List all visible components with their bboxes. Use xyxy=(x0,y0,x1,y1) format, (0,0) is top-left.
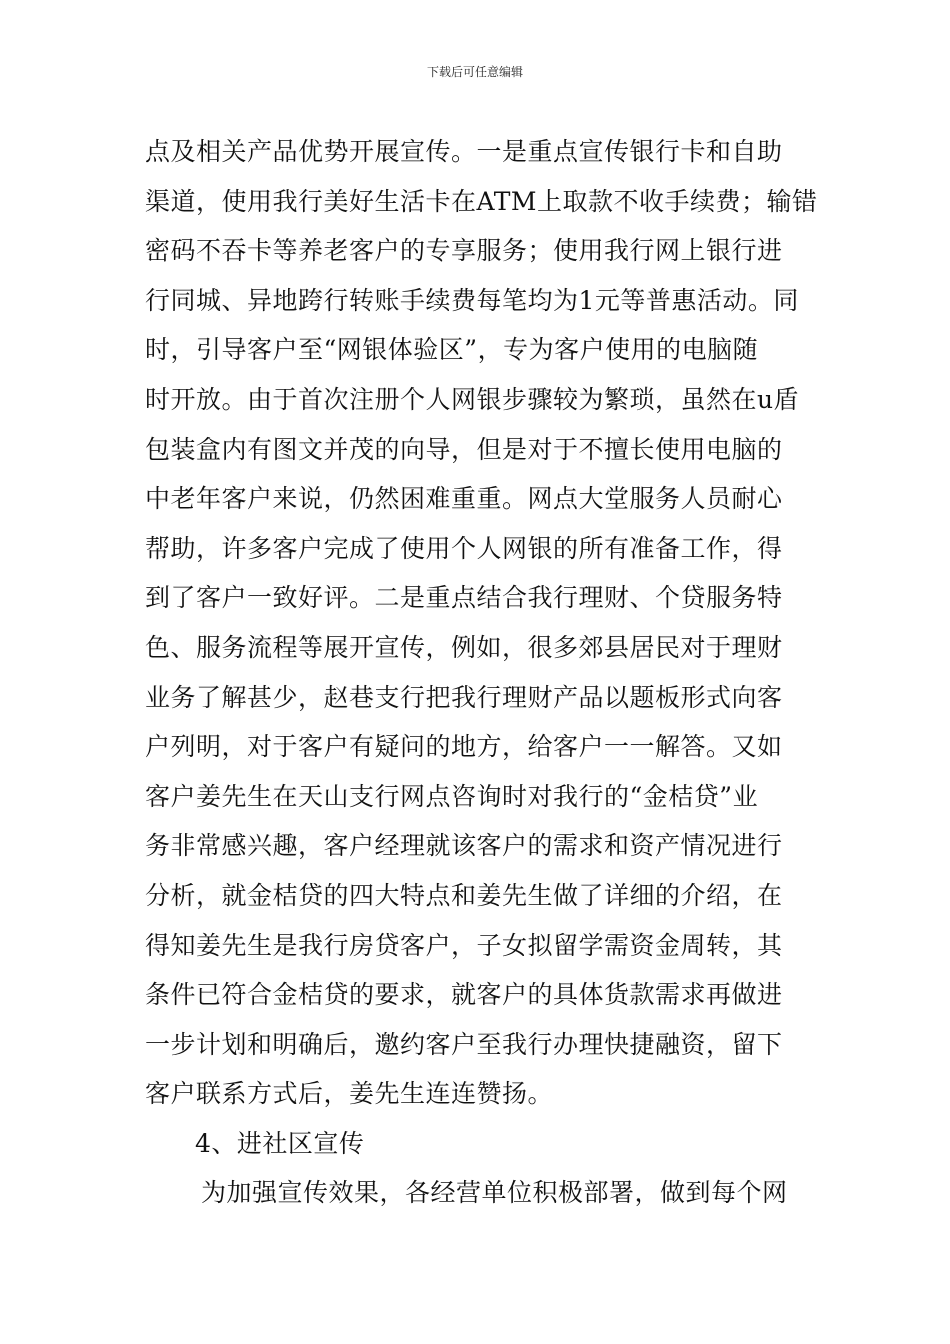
text-line: 时开放。由于首次注册个人网银步骤较为繁琐，虽然在u盾 xyxy=(145,384,800,414)
section-heading: 4、进社区宣传 xyxy=(195,1128,365,1158)
text-line: 客户联系方式后，姜先生连连赞扬。 xyxy=(145,1079,554,1109)
header-note: 下载后可任意编辑 xyxy=(426,65,523,79)
text-line: 户列明，对于客户有疑问的地方，给客户一一解答。又如 xyxy=(145,732,783,762)
text-line: 帮助，许多客户完成了使用个人网银的所有准备工作，得 xyxy=(145,533,783,563)
text-line: 渠道，使用我行美好生活卡在ATM上取款不收手续费；输错 xyxy=(145,186,818,216)
text-line: 包装盒内有图文并茂的向导，但是对于不擅长使用电脑的 xyxy=(145,434,783,464)
text-line: 条件已符合金桔贷的要求，就客户的具体货款需求再做进 xyxy=(145,980,783,1010)
body-text xyxy=(145,127,818,1218)
text-line: 客户姜先生在天山支行网点咨询时对我行的“金桔贷”业 xyxy=(145,781,759,811)
text-line: 中老年客户来说，仍然困难重重。网点大堂服务人员耐心 xyxy=(145,484,783,514)
text-line: 分析，就金桔贷的四大特点和姜先生做了详细的介绍，在 xyxy=(145,880,783,910)
text-line: 密码不吞卡等养老客户的专享服务；使用我行网上银行进 xyxy=(145,236,783,266)
text-line: 行同城、异地跨行转账手续费每笔均为1元等普惠活动。同 xyxy=(145,285,799,315)
text-line: 色、服务流程等展开宣传，例如，很多郊县居民对于理财 xyxy=(145,632,783,662)
text-line: 业务了解甚少，赵巷支行把我行理财产品以题板形式向客 xyxy=(145,682,783,712)
text-line: 时，引导客户至“网银体验区”，专为客户使用的电脑随 xyxy=(145,335,759,365)
text-line: 到了客户一致好评。二是重点结合我行理财、个贷服务特 xyxy=(145,583,783,613)
text-line: 务非常感兴趣，客户经理就该客户的需求和资产情况进行 xyxy=(145,831,783,861)
text-line: 得知姜先生是我行房贷客户，子女拟留学需资金周转，其 xyxy=(145,930,783,960)
text-line: 一步计划和明确后，邀约客户至我行办理快捷融资，留下 xyxy=(145,1029,783,1059)
text-line: 点及相关产品优势开展宣传。一是重点宣传银行卡和自助 xyxy=(145,137,783,166)
text-line: 为加强宣传效果，各经营单位积极部署，做到每个网 xyxy=(201,1178,788,1208)
